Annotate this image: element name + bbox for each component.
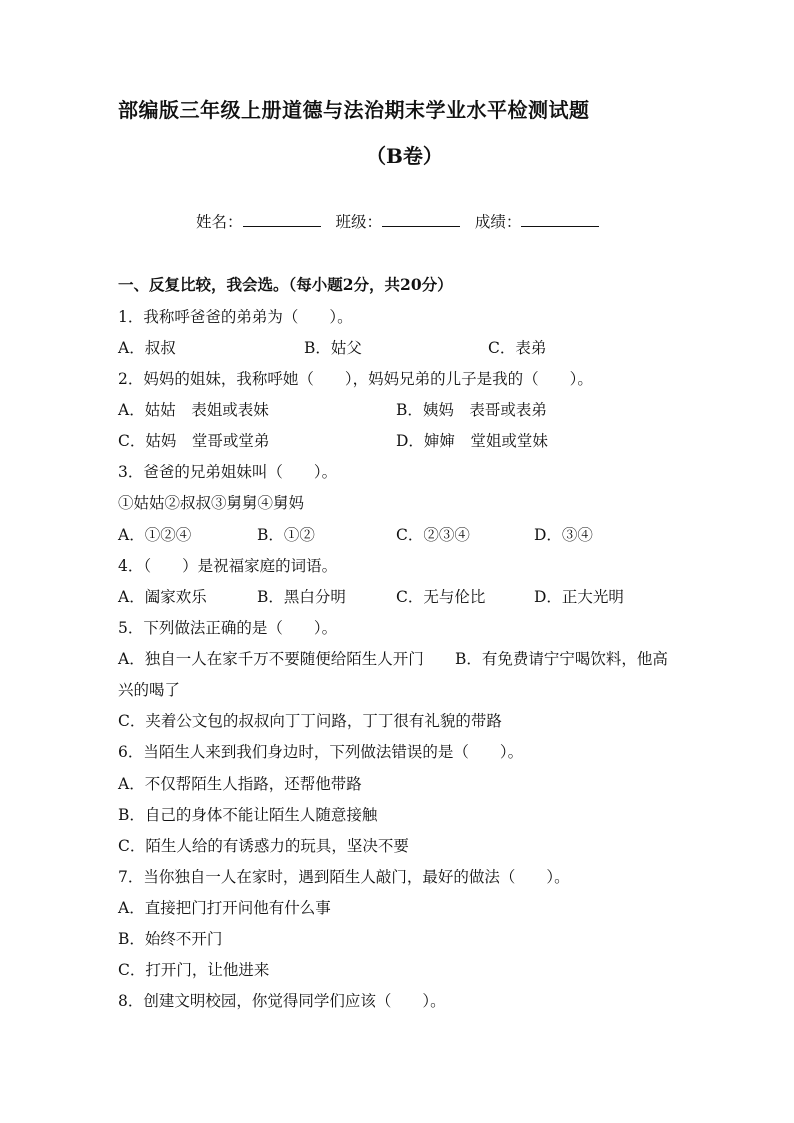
q6-option-c: C．陌生人给的有诱惑力的玩具，坚决不要 (118, 837, 409, 855)
question-4: 4．（ ）是祝福家庭的词语。 (118, 557, 338, 575)
q3-option-c: C．②③④ (396, 526, 470, 544)
q3-option-b: B．①② (257, 526, 315, 544)
name-label: 姓名： (196, 213, 243, 231)
page-title: 部编版三年级上册道德与法治期末学业水平检测试题 (118, 98, 590, 122)
question-1: 1．我称呼爸爸的弟弟为（ ）。 (118, 308, 353, 326)
q6-option-b: B．自己的身体不能让陌生人随意接触 (118, 806, 378, 824)
score-label: 成绩： (474, 213, 522, 231)
q5-option-b: B．有免费请宁宁喝饮料，他高 (455, 650, 668, 668)
student-info-row (196, 210, 609, 232)
q4-option-a: A．阖家欢乐 (118, 588, 207, 606)
q3-items: ①姑姑②叔叔③舅舅④舅妈 (118, 494, 305, 512)
q1-option-c: C．表弟 (488, 339, 547, 357)
q7-option-c: C．打开门，让他进来 (118, 961, 270, 979)
question-2: 2．妈妈的姐妹，我称呼她（ ），妈妈兄弟的儿子是我的（ ）。 (118, 370, 593, 388)
name-blank[interactable] (243, 212, 321, 227)
q4-option-c: C．无与伦比 (396, 588, 486, 606)
section-heading: 一、反复比较，我会选。（每小题2分，共20分） (118, 275, 453, 294)
question-3: 3．爸爸的兄弟姐妹叫（ ）。 (118, 463, 338, 481)
page-subtitle: （B卷） (366, 144, 443, 168)
q3-option-a: A．①②④ (118, 526, 192, 544)
question-7: 7．当你独自一人在家时，遇到陌生人敲门，最好的做法（ ）。 (118, 868, 570, 886)
q2-option-c: C．姑妈 堂哥或堂弟 (118, 432, 270, 450)
q4-option-b: B．黑白分明 (257, 588, 346, 606)
q3-option-d: D．③④ (534, 526, 593, 544)
q1-option-b: B．姑父 (304, 339, 362, 357)
question-6: 6．当陌生人来到我们身边时，下列做法错误的是（ ）。 (118, 743, 524, 761)
class-label: 班级： (335, 213, 382, 231)
class-blank[interactable] (382, 212, 460, 227)
q4-option-d: D．正大光明 (534, 588, 624, 606)
q2-option-a: A．姑姑 表姐或表妹 (118, 401, 269, 419)
q5-option-a: A．独自一人在家千万不要随便给陌生人开门 (118, 650, 424, 668)
q6-option-a: A．不仅帮陌生人指路，还帮他带路 (118, 775, 362, 793)
q5-option-c: C．夹着公文包的叔叔向丁丁问路，丁丁很有礼貌的带路 (118, 712, 502, 730)
q1-option-a: A．叔叔 (118, 339, 176, 357)
score-blank[interactable] (521, 212, 599, 227)
question-8: 8．创建文明校园，你觉得同学们应该（ ）。 (118, 992, 446, 1010)
q2-option-d: D．婶婶 堂姐或堂妹 (396, 432, 548, 450)
q7-option-b: B．始终不开门 (118, 930, 223, 948)
q2-option-b: B．姨妈 表哥或表弟 (396, 401, 547, 419)
question-5: 5．下列做法正确的是（ ）。 (118, 619, 338, 637)
q5-option-b-continued: 兴的喝了 (118, 681, 181, 699)
q7-option-a: A．直接把门打开问他有什么事 (118, 899, 331, 917)
